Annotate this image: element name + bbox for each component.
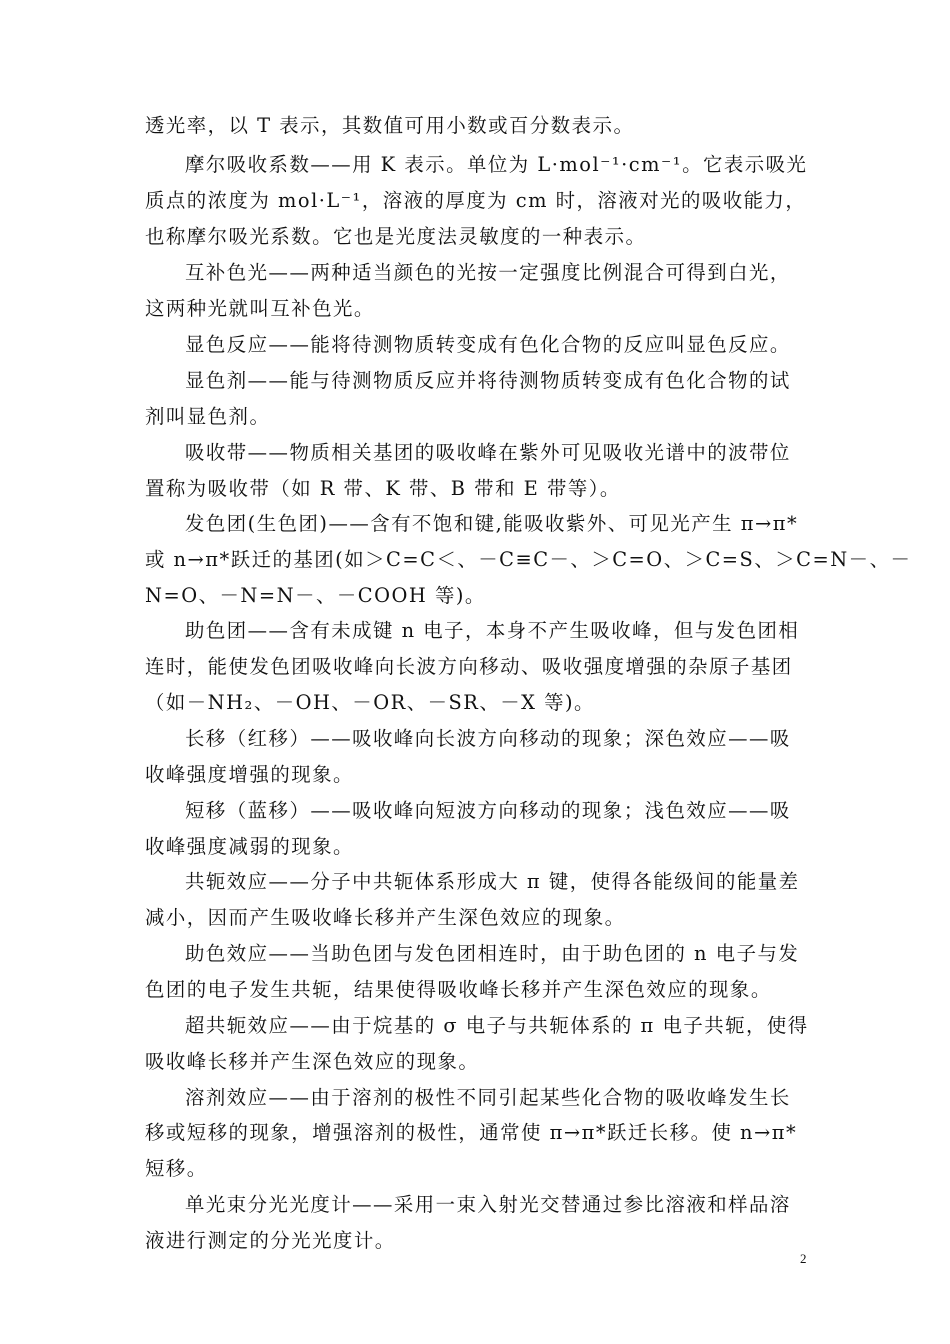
text-line: （如－NH₂、－OH、－OR、－SR、－X 等)。 — [145, 691, 595, 714]
text-line: 质点的浓度为 mol·L⁻¹，溶液的厚度为 cm 时，溶液对光的吸收能力， — [145, 189, 807, 212]
text-line: 超共轭效应——由于烷基的 σ 电子与共轭体系的 π 电子共轭，使得 — [185, 1014, 809, 1037]
text-line: 收峰强度增强的现象。 — [145, 763, 354, 786]
text-line: 置称为吸收带（如 R 带、K 带、B 带和 E 带等）。 — [145, 477, 621, 500]
text-line: 色团的电子发生共轭，结果使得吸收峰长移并产生深色效应的现象。 — [145, 978, 772, 1001]
text-line: 共轭效应——分子中共轭体系形成大 π 键，使得各能级间的能量差 — [185, 870, 800, 893]
text-line: 发色团(生色团)——含有不饱和键,能吸收紫外、可见光产生 π→π* — [185, 512, 799, 535]
text-line: 连时，能使发色团吸收峰向长波方向移动、吸收强度增强的杂原子基团 — [145, 655, 793, 678]
text-line: 吸收峰长移并产生深色效应的现象。 — [145, 1050, 480, 1073]
text-line: 也称摩尔吸光系数。它也是光度法灵敏度的一种表示。 — [145, 225, 647, 248]
text-line: 短移。 — [145, 1157, 208, 1180]
text-line: 显色剂——能与待测物质反应并将待测物质转变成有色化合物的试 — [185, 369, 791, 392]
text-line: 透光率，以 T 表示，其数值可用小数或百分数表示。 — [145, 114, 635, 137]
text-line: 助色团——含有未成键 n 电子，本身不产生吸收峰，但与发色团相 — [185, 619, 800, 642]
text-line: 液进行测定的分光光度计。 — [145, 1229, 396, 1252]
text-line: 这两种光就叫互补色光。 — [145, 297, 375, 320]
text-line: 单光束分光光度计——采用一束入射光交替通过参比溶液和样品溶 — [185, 1193, 791, 1216]
text-line: 长移（红移）——吸收峰向长波方向移动的现象；深色效应——吸 — [185, 727, 791, 750]
text-line: 剂叫显色剂。 — [145, 405, 271, 428]
text-line: 显色反应——能将待测物质转变成有色化合物的反应叫显色反应。 — [185, 333, 791, 356]
text-line: N=O、－N=N－、－COOH 等)。 — [145, 584, 486, 607]
text-line: 互补色光——两种适当颜色的光按一定强度比例混合可得到白光， — [185, 261, 791, 284]
text-line: 吸收带——物质相关基团的吸收峰在紫外可见吸收光谱中的波带位 — [185, 441, 791, 464]
text-line: 助色效应——当助色团与发色团相连时，由于助色团的 n 电子与发 — [185, 942, 800, 965]
text-line: 减小，因而产生吸收峰长移并产生深色效应的现象。 — [145, 906, 626, 929]
text-line: 收峰强度减弱的现象。 — [145, 835, 354, 858]
page-number: 2 — [800, 1251, 807, 1266]
text-line: 或 n→π*跃迁的基团(如＞C=C＜、－C≡C－、＞C=O、＞C=S、＞C=N－、－ — [145, 548, 912, 571]
text-line: 短移（蓝移）——吸收峰向短波方向移动的现象；浅色效应——吸 — [185, 799, 791, 822]
text-line: 溶剂效应——由于溶剂的极性不同引起某些化合物的吸收峰发生长 — [185, 1086, 791, 1109]
text-line: 摩尔吸收系数——用 K 表示。单位为 L·mol⁻¹·cm⁻¹。它表示吸光 — [185, 153, 808, 176]
text-line: 移或短移的现象，增强溶剂的极性，通常使 π→π*跃迁长移。使 n→π* — [145, 1121, 798, 1144]
